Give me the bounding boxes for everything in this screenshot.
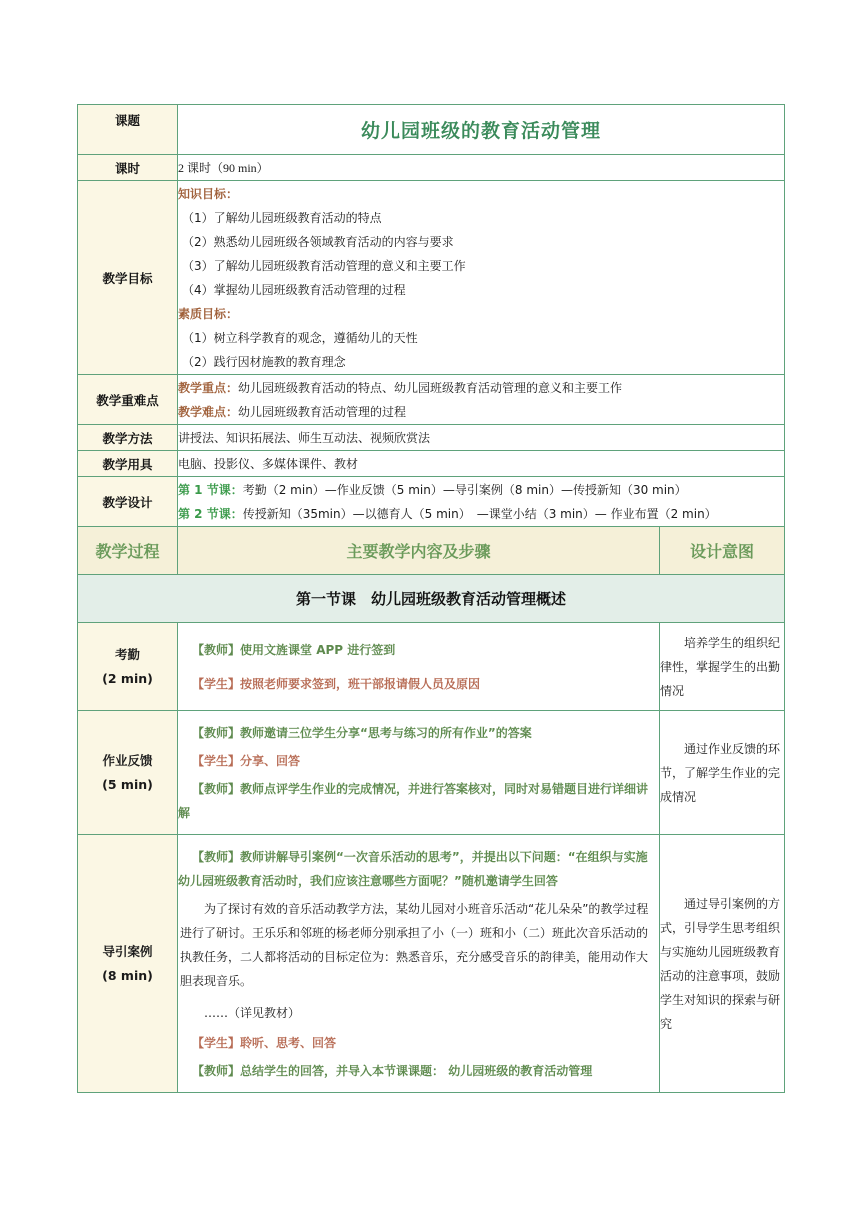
process-header-col2: 主要教学内容及步骤 [178, 527, 660, 575]
process-header-col3: 设计意图 [660, 527, 785, 575]
key-points-label: 教学重难点 [78, 375, 178, 425]
methods-value: 讲授法、知识拓展法、师生互动法、视频欣赏法 [178, 425, 785, 451]
knowledge-goal-item: （3）了解幼儿园班级教育活动管理的意义和主要工作 [182, 258, 466, 273]
case-content [178, 835, 660, 1093]
focus-text: 幼儿园班级教育活动的特点、幼儿园班级教育活动管理的意义和主要工作 [238, 380, 623, 395]
knowledge-goals-title: 知识目标： [178, 186, 239, 201]
case-row [78, 835, 785, 1093]
teacher-tag: 【教师】 [192, 781, 241, 796]
teacher-text: 使用文旌课堂 APP 进行签到 [240, 642, 396, 657]
teacher-text: 教师点评学生作业的完成情况，并进行答案核对，同时对易错题目进行详细讲解 [178, 781, 649, 820]
key-points-row [78, 375, 785, 425]
knowledge-goal-item: （4）掌握幼儿园班级教育活动管理的过程 [182, 282, 406, 297]
quality-goal-item: （1）树立科学教育的观念，遵循幼儿的天性 [182, 330, 418, 345]
teacher-tag: 【教师】 [192, 1063, 241, 1078]
goals-row [78, 181, 785, 375]
hours-label: 课时 [78, 155, 178, 181]
quality-goal-item: （2）践行因材施教的教育理念 [182, 354, 346, 369]
hours-value: 2 课时（90 min） [178, 155, 785, 181]
attendance-label-time: (2 min) [102, 670, 153, 686]
lesson2-text: 传授新知（35min）—以德育人（5 min） —课堂小结（3 min）— 作业布置（2 min） [242, 506, 717, 521]
attendance-intent: 培养学生的组织纪律性，掌握学生的出勤情况 [660, 623, 785, 711]
difficulty-tag: 教学难点： [178, 404, 239, 419]
homework-intent: 通过作业反馈的环节，了解学生作业的完成情况 [660, 711, 785, 835]
teacher-tag: 【教师】 [192, 725, 241, 740]
tools-label: 教学用具 [78, 451, 178, 477]
methods-row [78, 425, 785, 451]
homework-label-name: 作业反馈 [102, 752, 153, 768]
attendance-label-name: 考勤 [114, 646, 140, 662]
attendance-row [78, 623, 785, 711]
teacher-text: 教师邀请三位学生分享“思考与练习的所有作业”的答案 [240, 725, 532, 740]
student-text: 分享、回答 [240, 753, 301, 768]
lesson1-tag: 第 1 节课： [178, 482, 243, 497]
attendance-content [178, 623, 660, 711]
page-title: 幼儿园班级的教育活动管理 [178, 105, 785, 155]
knowledge-goal-item: （1）了解幼儿园班级教育活动的特点 [182, 210, 382, 225]
focus-tag: 教学重点： [178, 380, 239, 395]
homework-content [178, 711, 660, 835]
case-label-time: (8 min) [102, 967, 153, 983]
lesson2-tag: 第 2 节课： [178, 506, 243, 521]
tools-row [78, 451, 785, 477]
case-intent: 通过导引案例的方式，引导学生思考组织与实施幼儿园班级教育活动的注意事项，鼓励学生对知识的探索与研究 [660, 835, 785, 1093]
homework-label-time: (5 min) [102, 776, 153, 792]
homework-row [78, 711, 785, 835]
teacher-tag: 【教师】 [192, 849, 241, 864]
key-points-content [178, 375, 785, 425]
quality-goals-title: 素质目标： [178, 306, 239, 321]
topic-label: 课题 [78, 105, 178, 155]
hours-row [78, 155, 785, 181]
attendance-label [78, 623, 178, 711]
process-header-row [78, 527, 785, 575]
lesson1-text: 考勤（2 min）—作业反馈（5 min）—导引案例（8 min）—传授新知（30 min） [242, 482, 687, 497]
case-paragraph: 为了探讨有效的音乐活动教学方法，某幼儿园对小班音乐活动“花儿朵朵”的教学过程进行了研讨。王乐乐和邻班的杨老师分别承担了小（一）班和小（二）班此次音乐活动的执教任务，二人都将活动的目标定位为：熟悉音乐，充分感受音乐的韵律美，能用动作大胆表现音乐。 [180, 901, 649, 988]
goals-label: 教学目标 [78, 181, 178, 375]
homework-label [78, 711, 178, 835]
teacher-text: 总结学生的回答，并导入本节课课题： 幼儿园班级的教育活动管理 [240, 1063, 593, 1078]
case-ellipsis: ……（详见教材） [204, 1005, 301, 1020]
student-text: 聆听、思考、回答 [240, 1035, 337, 1050]
design-row [78, 477, 785, 527]
section-title: 第一节课 幼儿园班级教育活动管理概述 [78, 575, 785, 623]
design-label: 教学设计 [78, 477, 178, 527]
teacher-text: 教师讲解导引案例“一次音乐活动的思考”，并提出以下问题：“在组织与实施幼儿园班级教育活动时，我们应该注意哪些方面呢？”随机邀请学生回答 [178, 849, 648, 888]
section-title-row [78, 575, 785, 623]
tools-value: 电脑、投影仪、多媒体课件、教材 [178, 451, 785, 477]
process-header-col1: 教学过程 [78, 527, 178, 575]
student-tag: 【学生】 [192, 753, 241, 768]
design-content [178, 477, 785, 527]
difficulty-text: 幼儿园班级教育活动管理的过程 [238, 404, 407, 419]
student-tag: 【学生】 [192, 1035, 241, 1050]
lesson-plan-table [77, 104, 785, 1093]
topic-row [78, 105, 785, 155]
teacher-tag: 【教师】 [192, 642, 241, 657]
student-text: 按照老师要求签到，班干部报请假人员及原因 [240, 676, 481, 691]
case-label [78, 835, 178, 1093]
goals-content [178, 181, 785, 375]
methods-label: 教学方法 [78, 425, 178, 451]
student-tag: 【学生】 [192, 676, 241, 691]
case-label-name: 导引案例 [102, 943, 153, 959]
knowledge-goal-item: （2）熟悉幼儿园班级各领域教育活动的内容与要求 [182, 234, 454, 249]
